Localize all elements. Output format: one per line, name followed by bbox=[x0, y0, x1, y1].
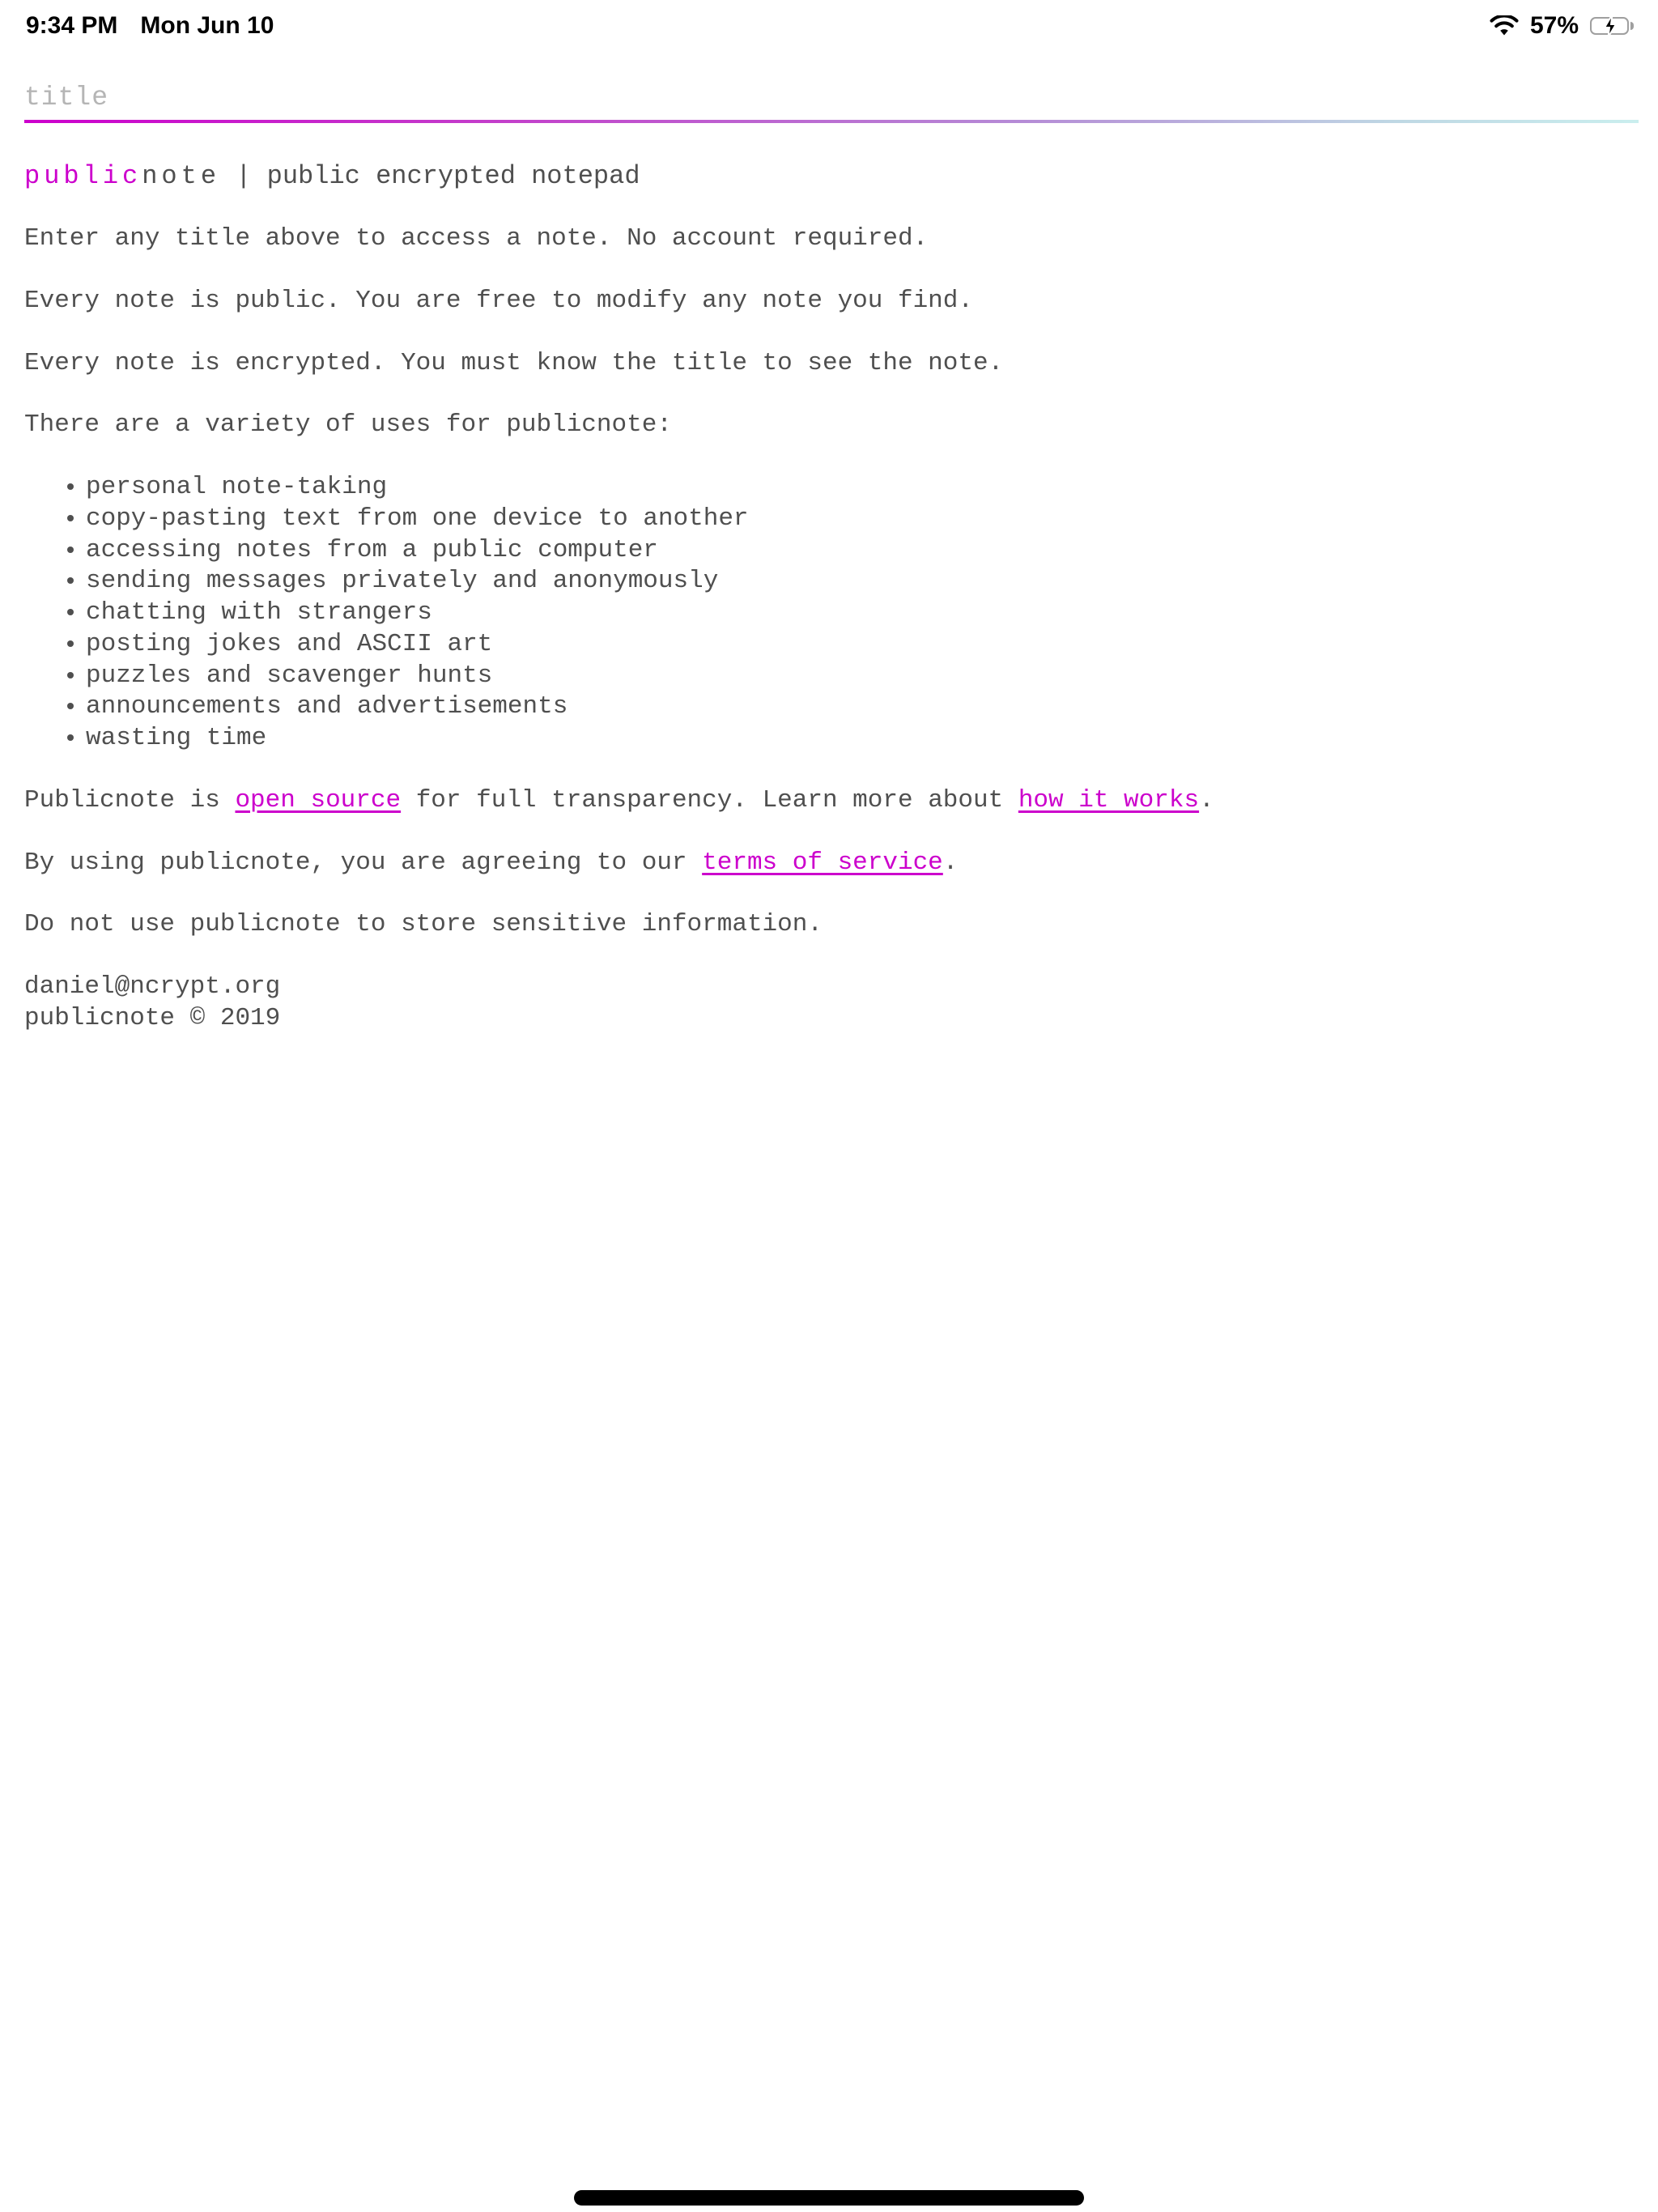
footer bbox=[24, 972, 1639, 1035]
terms-pre: By using publicnote, you are agreeing to our bbox=[24, 848, 703, 877]
list-item: • chatting with strangers bbox=[86, 598, 1639, 629]
battery-percent: 57% bbox=[1529, 12, 1579, 39]
open-source-pre: Publicnote is bbox=[24, 785, 236, 815]
open-source-post: . bbox=[1199, 785, 1214, 815]
status-bar-right bbox=[1490, 12, 1634, 40]
open-source-link[interactable]: open source bbox=[235, 785, 402, 815]
status-date: Mon Jun 10 bbox=[140, 12, 274, 39]
status-time: 9:34 PM bbox=[26, 12, 118, 39]
status-bar-left bbox=[26, 12, 274, 40]
intro-paragraph-1: Enter any title above to access a note. No account required. bbox=[24, 224, 929, 253]
list-item: • accessing notes from a public computer bbox=[86, 535, 1639, 567]
home-indicator[interactable] bbox=[574, 2190, 1084, 2206]
brand-logo bbox=[24, 161, 220, 191]
brand-public: public bbox=[24, 161, 142, 191]
list-item: • wasting time bbox=[86, 723, 1639, 755]
title-underline-gradient bbox=[24, 120, 1639, 123]
uses-intro-paragraph: There are a variety of uses for publicnote: bbox=[24, 410, 672, 440]
terms-paragraph bbox=[24, 848, 1639, 879]
page-content bbox=[24, 160, 1639, 1035]
uses-list bbox=[24, 472, 1639, 755]
copyright-notice: publicnote © 2019 bbox=[24, 1003, 281, 1032]
list-item: • announcements and advertisements bbox=[86, 691, 1639, 723]
battery-cap bbox=[1630, 22, 1634, 30]
intro-paragraph-2: Every note is public. You are free to modify any note you find. bbox=[24, 286, 973, 315]
list-item: • posting jokes and ASCII art bbox=[86, 629, 1639, 661]
how-it-works-link[interactable]: how it works bbox=[1018, 785, 1200, 815]
list-item: • sending messages privately and anonymously bbox=[86, 566, 1639, 598]
open-source-paragraph bbox=[24, 785, 1639, 817]
wifi-icon bbox=[1490, 15, 1519, 37]
site-header bbox=[24, 160, 1639, 193]
intro-paragraph-3: Every note is encrypted. You must know the title to see the note. bbox=[24, 348, 1004, 377]
list-item: • copy-pasting text from one device to another bbox=[86, 504, 1639, 535]
list-item: • puzzles and scavenger hunts bbox=[86, 661, 1639, 692]
brand-tagline: | public encrypted notepad bbox=[220, 161, 640, 191]
title-input[interactable] bbox=[24, 78, 1639, 117]
brand-note: note bbox=[142, 161, 221, 191]
page-body bbox=[0, 78, 1658, 1035]
status-bar bbox=[0, 0, 1658, 47]
list-item: • personal note-taking bbox=[86, 472, 1639, 504]
charging-bolt-icon bbox=[1601, 14, 1619, 38]
terms-post: . bbox=[942, 848, 959, 877]
contact-email: daniel@ncrypt.org bbox=[24, 972, 281, 1001]
open-source-mid: for full transparency. Learn more about bbox=[401, 785, 1018, 815]
battery-icon bbox=[1590, 17, 1634, 35]
terms-of-service-link[interactable]: terms of service bbox=[702, 848, 943, 877]
warning-paragraph: Do not use publicnote to store sensitive information. bbox=[24, 910, 823, 939]
